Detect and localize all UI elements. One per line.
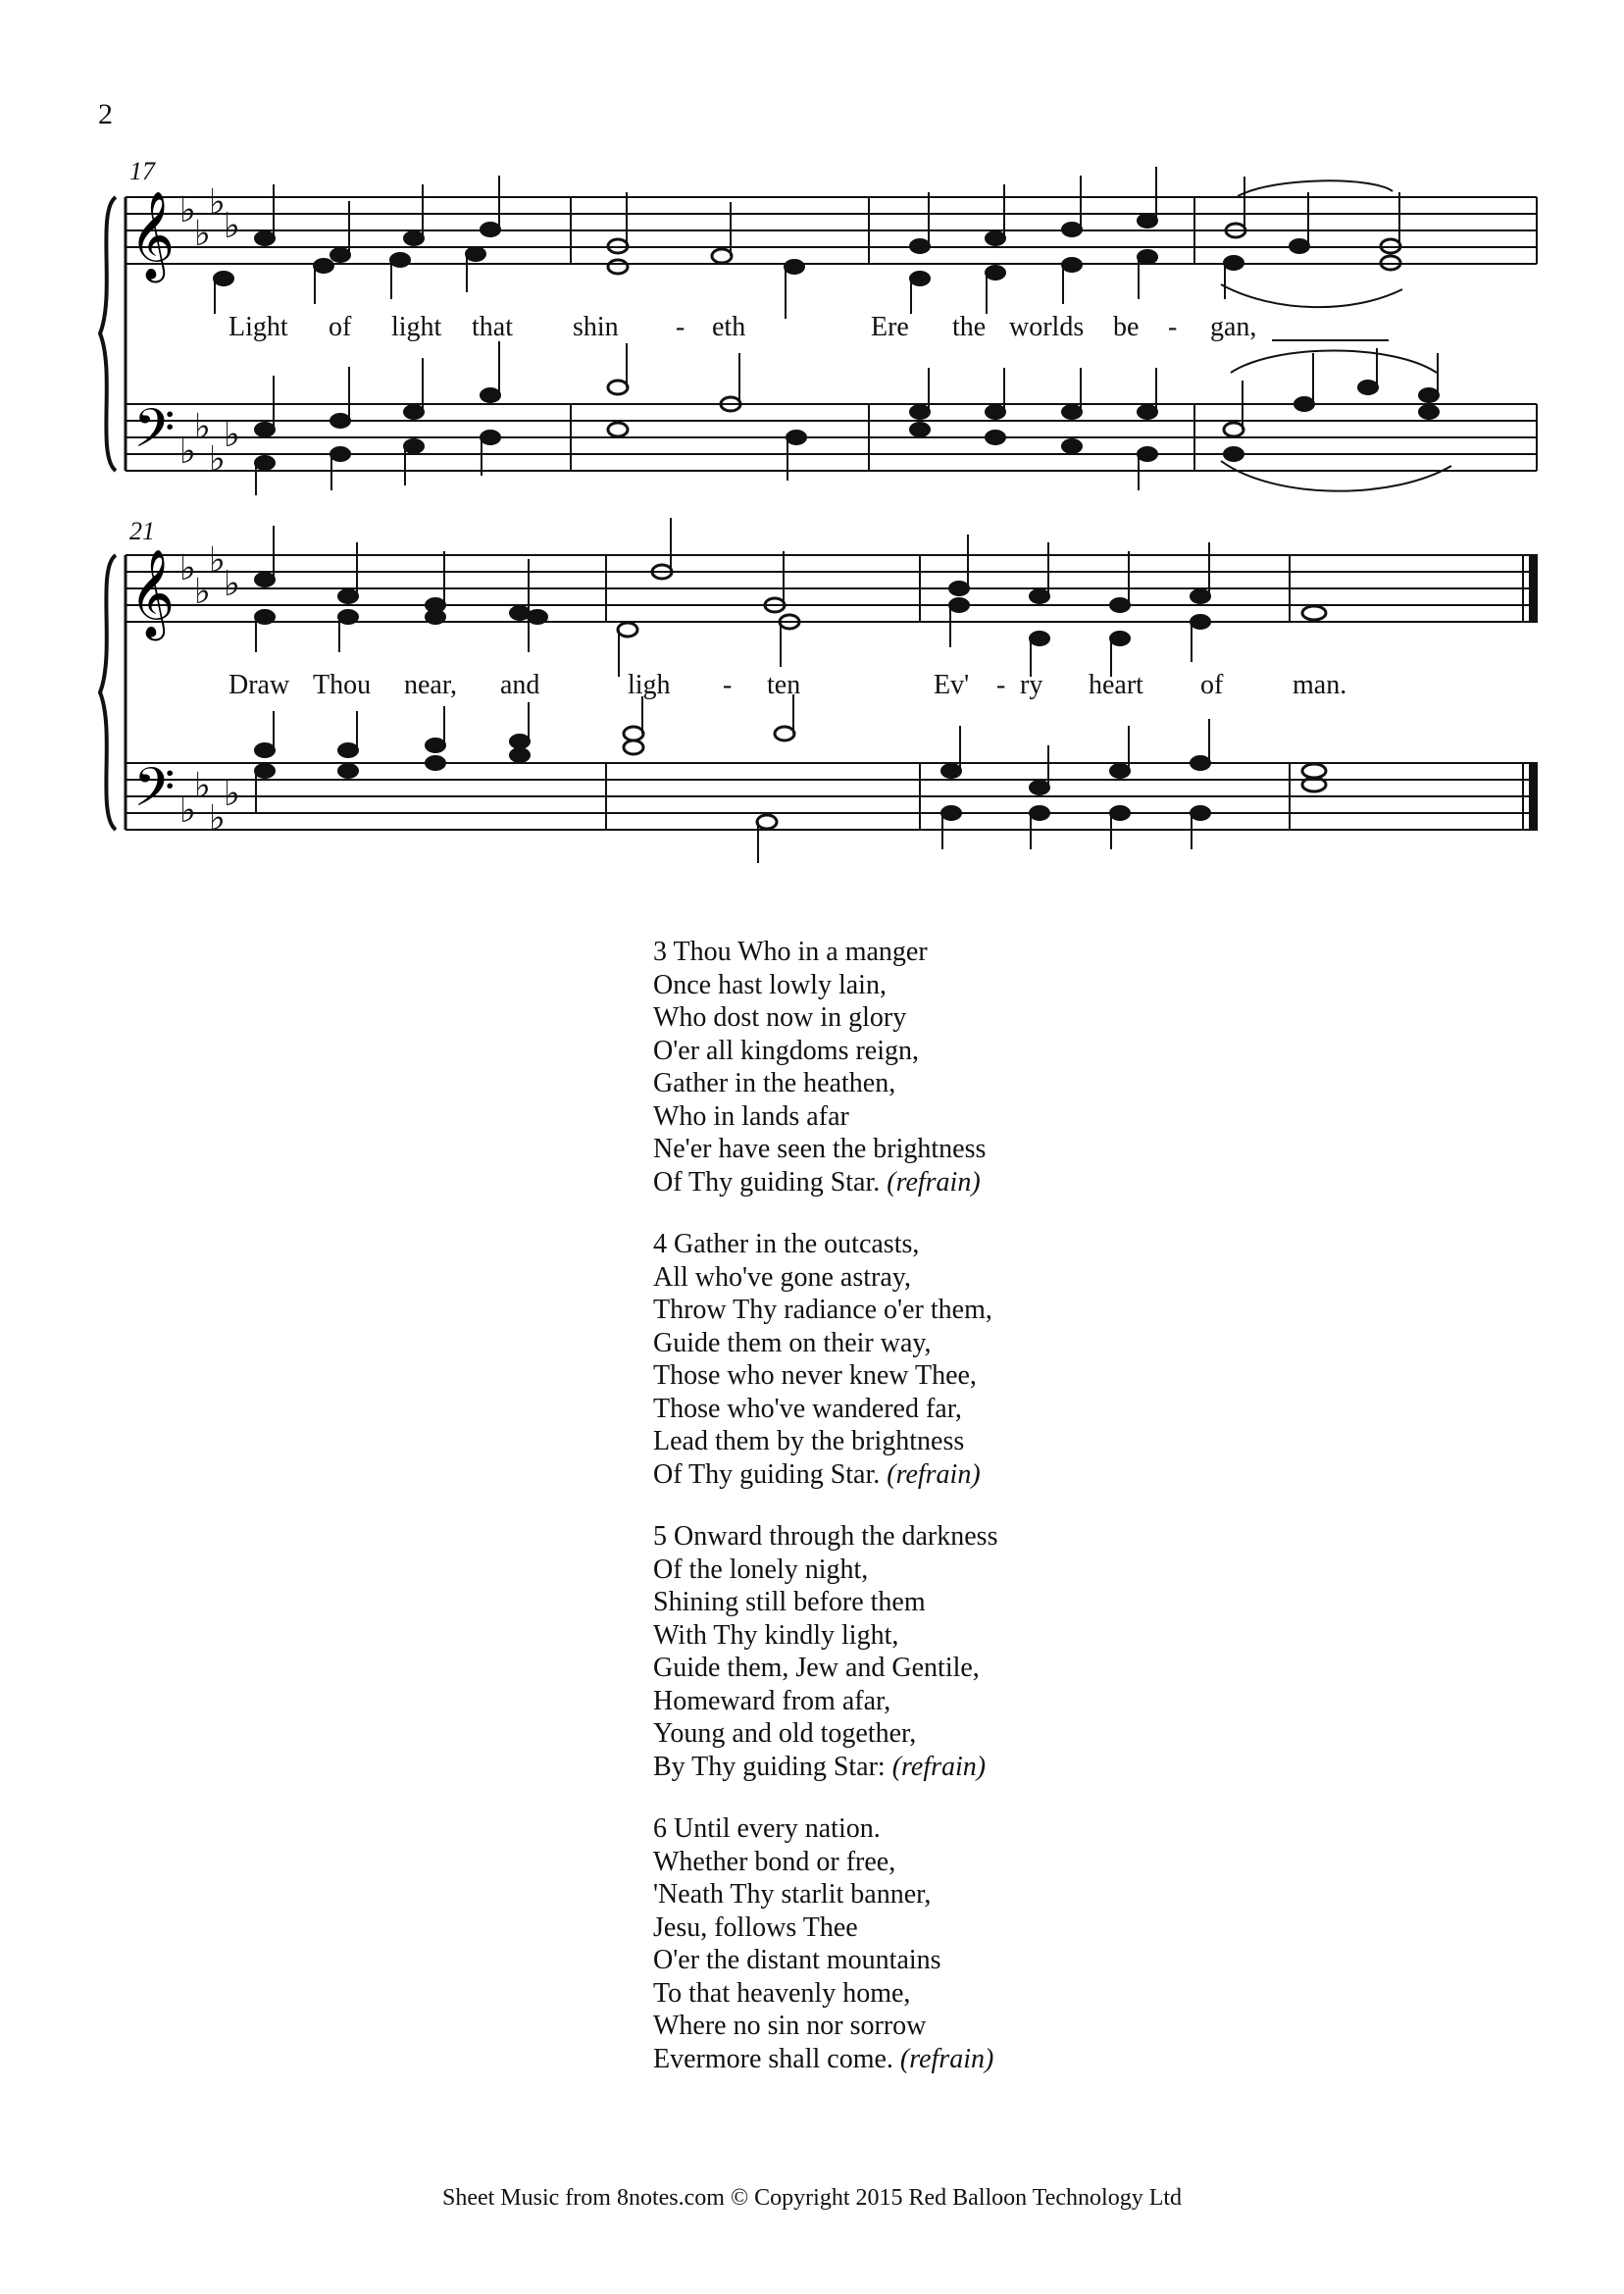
verse-line: Jesu, follows Thee bbox=[653, 1912, 858, 1943]
flat-icon: ♭ bbox=[179, 790, 196, 831]
verse-line: Guide them, Jew and Gentile, bbox=[653, 1653, 980, 1683]
verse-line: 6 Until every nation. bbox=[653, 1813, 881, 1844]
lyric: ten bbox=[767, 670, 801, 700]
verse-line: Homeward from afar, bbox=[653, 1685, 891, 1716]
verses-block bbox=[653, 936, 1340, 2105]
verse-line: Whether bond or free, bbox=[653, 1846, 896, 1877]
flat-icon: ♭ bbox=[209, 182, 226, 223]
lyric: - bbox=[676, 312, 685, 342]
music-system-2 bbox=[0, 0, 1624, 883]
lyric: Ev' bbox=[934, 670, 970, 700]
verse-line: Young and old together, bbox=[653, 1718, 917, 1749]
lyric: light bbox=[391, 312, 442, 342]
verse-line: O'er all kingdoms reign, bbox=[653, 1035, 919, 1066]
flat-icon: ♭ bbox=[209, 540, 226, 581]
flat-icon: ♭ bbox=[179, 190, 196, 230]
lyric: eth bbox=[712, 312, 746, 342]
lyric: - bbox=[996, 670, 1006, 700]
page-number: 2 bbox=[98, 98, 113, 130]
measure-number: 17 bbox=[129, 157, 155, 185]
verse-line-text: Of Thy guiding Star. bbox=[653, 1458, 881, 1490]
flat-icon: ♭ bbox=[224, 564, 240, 604]
verse-line: 5 Onward through the darkness bbox=[653, 1521, 998, 1552]
lyric: man. bbox=[1293, 670, 1347, 700]
flat-icon: ♭ bbox=[209, 798, 226, 839]
flat-icon: ♭ bbox=[179, 432, 196, 472]
verse-line: Of the lonely night, bbox=[653, 1554, 869, 1585]
lyric: ry bbox=[1020, 670, 1043, 700]
flat-icon: ♭ bbox=[224, 774, 240, 814]
treble-clef-icon: 𝄞 bbox=[129, 191, 176, 280]
lyric: shin bbox=[573, 312, 619, 342]
verse-line: Gather in the heathen, bbox=[653, 1068, 896, 1098]
verse-line: Once hast lowly lain, bbox=[653, 969, 887, 1000]
verse-5 bbox=[653, 1520, 1340, 1783]
flat-icon: ♭ bbox=[224, 415, 240, 455]
refrain-marker: (refrain) bbox=[887, 1458, 981, 1490]
flat-icon: ♭ bbox=[194, 214, 211, 254]
verse-4 bbox=[653, 1228, 1340, 1491]
lyric: of bbox=[329, 312, 352, 342]
flat-icon: ♭ bbox=[194, 766, 211, 806]
verse-3 bbox=[653, 936, 1340, 1198]
verse-line: Where no sin nor sorrow bbox=[653, 2011, 927, 2041]
lyric: Draw bbox=[228, 670, 290, 700]
verse-line: Ne'er have seen the brightness bbox=[653, 1134, 987, 1164]
lyric: worlds bbox=[1009, 312, 1085, 342]
verse-line: Shining still before them bbox=[653, 1587, 926, 1617]
lyric: be bbox=[1113, 312, 1140, 342]
verse-line bbox=[653, 1751, 1340, 1784]
refrain-marker: (refrain) bbox=[887, 1166, 981, 1198]
lyric: near, bbox=[404, 670, 458, 700]
verse-line-text: Evermore shall come. bbox=[653, 2043, 893, 2074]
verse-6 bbox=[653, 1812, 1340, 2075]
verse-line: 'Neath Thy starlit banner, bbox=[653, 1879, 932, 1910]
verse-line: Who in lands afar bbox=[653, 1100, 849, 1132]
verse-line bbox=[653, 2043, 1340, 2076]
verse-line: O'er the distant mountains bbox=[653, 1945, 941, 1975]
verse-line bbox=[653, 1166, 1340, 1199]
lyric: gan, bbox=[1210, 312, 1257, 342]
lyric: of bbox=[1200, 670, 1224, 700]
verse-line: Lead them by the brightness bbox=[653, 1426, 965, 1456]
lyric: heart bbox=[1089, 670, 1143, 700]
bass-clef-icon: 𝄢 bbox=[133, 756, 176, 832]
verse-line: Those who never knew Thee, bbox=[653, 1360, 977, 1391]
lyric: ligh bbox=[628, 670, 671, 700]
verse-line: With Thy kindly light, bbox=[653, 1619, 899, 1651]
verse-line-text: By Thy guiding Star: bbox=[653, 1751, 886, 1782]
flat-icon: ♭ bbox=[209, 439, 226, 480]
lyric: Ere bbox=[871, 312, 909, 342]
refrain-marker: (refrain) bbox=[891, 1751, 987, 1782]
footer-copyright: Sheet Music from 8notes.com © Copyright 2015 Red Balloon Technology Ltd bbox=[441, 2185, 1183, 2211]
flat-icon: ♭ bbox=[194, 572, 211, 612]
lyric: - bbox=[723, 670, 733, 700]
verse-line: All who've gone astray, bbox=[653, 1261, 911, 1293]
lyric: that bbox=[472, 312, 513, 342]
verse-line: To that heavenly home, bbox=[653, 1977, 911, 2009]
verse-line: 4 Gather in the outcasts, bbox=[653, 1229, 920, 1259]
lyric: Light bbox=[228, 312, 288, 342]
flat-icon: ♭ bbox=[194, 407, 211, 447]
verse-line: 3 Thou Who in a manger bbox=[653, 937, 928, 967]
verse-line: Guide them on their way, bbox=[653, 1327, 932, 1358]
flat-icon: ♭ bbox=[179, 548, 196, 588]
brace-icon bbox=[100, 555, 116, 830]
measure-number: 21 bbox=[129, 517, 155, 545]
lyric: the bbox=[952, 312, 987, 342]
verse-line: Throw Thy radiance o'er them, bbox=[653, 1295, 992, 1325]
verse-line: Those who've wandered far, bbox=[653, 1393, 962, 1424]
treble-clef-icon: 𝄞 bbox=[129, 549, 176, 637]
lyric: and bbox=[500, 670, 540, 700]
lyric: - bbox=[1168, 312, 1178, 342]
verse-line-text: Of Thy guiding Star. bbox=[653, 1166, 881, 1198]
bass-clef-icon: 𝄢 bbox=[133, 397, 176, 473]
flat-icon: ♭ bbox=[224, 206, 240, 246]
verse-line bbox=[653, 1458, 1340, 1492]
lyric: Thou bbox=[313, 670, 372, 700]
refrain-marker: (refrain) bbox=[899, 2043, 994, 2074]
verse-line: Who dost now in glory bbox=[653, 1002, 907, 1033]
